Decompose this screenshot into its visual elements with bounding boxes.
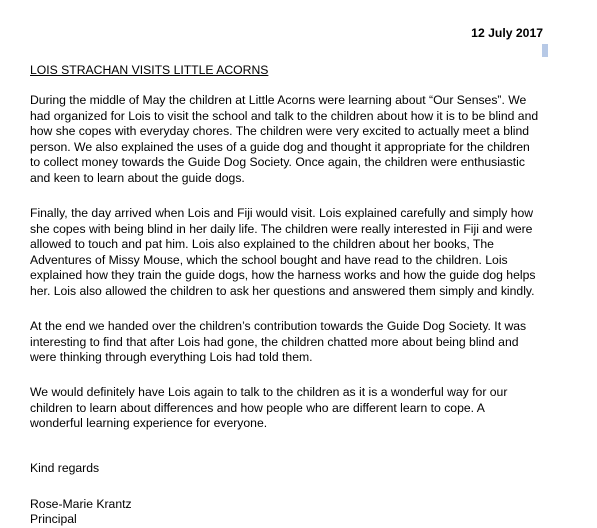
paragraph-line: Adventures of Missy Mouse, which the school bought and have read to the children. Lois (30, 252, 508, 267)
letter-date: 12 July 2017 (471, 26, 543, 40)
paragraph-line: We would definitely have Lois again to talk to the children as it is a wonderful way for our (30, 385, 508, 399)
text-cursor (542, 44, 548, 57)
paragraph-line: wonderful learning experience for everyone. (30, 416, 268, 431)
paragraph-line: At the end we handed over the children’s contribution towards the Guide Dog Society. It was (30, 319, 527, 333)
paragraph-line: her. Lois also allowed the children to ask her questions and answered them simply and kindly. (30, 283, 535, 298)
paragraph-line: and keen to learn about the guide dogs. (30, 170, 245, 185)
paragraph-2 (30, 206, 550, 300)
paragraph-line: she copes with being blind in her daily life. The children were really interested in Fiji and were (30, 221, 533, 236)
paragraph-line: had organized for Lois to visit the school and talk to the children about how it is to be blind and (30, 108, 539, 123)
signature-title: Principal (30, 512, 77, 526)
signature-name: Rose-Marie Krantz (30, 497, 132, 511)
paragraph-1 (30, 93, 550, 187)
paragraph-line: allowed to touch and pat him. Lois also explained to the children about her books, The (30, 237, 494, 252)
letter-title: LOIS STRACHAN VISITS LITTLE ACORNS (30, 63, 269, 77)
paragraph-3 (30, 319, 550, 366)
paragraph-line: During the middle of May the children at Little Acorns were learning about “Our Senses”. We (30, 93, 527, 107)
paragraph-line: explained how they train the guide dogs, how the harness works and how the guide dog helps (30, 268, 536, 283)
closing-salutation: Kind regards (30, 461, 100, 475)
paragraph-line: to collect money towards the Guide Dog Society. Once again, the children were enthusiastic (30, 155, 525, 170)
paragraph-line: children to learn about differences and how people who are different learn to cope. A (30, 400, 485, 415)
paragraph-line: person. We also explained the uses of a guide dog and thought it appropriate for the children (30, 139, 530, 154)
paragraph-line: how she copes with everyday chores. The children were very excited to actually meet a blind (30, 124, 530, 139)
paragraph-4 (30, 385, 550, 432)
paragraph-line: Finally, the day arrived when Lois and Fiji would visit. Lois explained carefully and simply how (30, 206, 534, 220)
paragraph-line: interesting to find that after Lois had gone, the children chatted more about being blind and (30, 334, 519, 349)
paragraph-line: were thinking through everything Lois had told them. (30, 350, 313, 365)
